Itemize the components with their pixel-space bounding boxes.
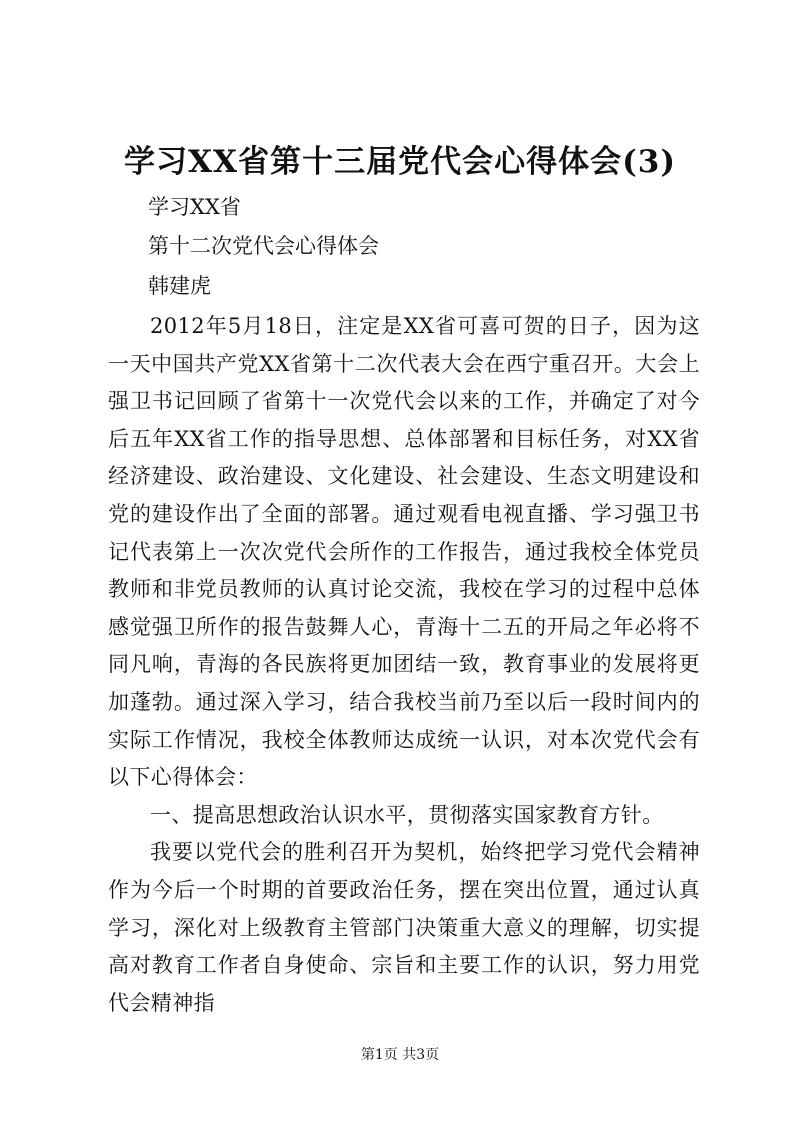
section-heading-1: 一、提高思想政治认识水平，贯彻落实国家教育方针。 — [150, 802, 664, 827]
document-title: 学习XX省第十三届党代会心得体会(3) — [123, 144, 676, 180]
heading-line-topic: 学习XX省 — [148, 195, 241, 219]
author-name: 韩建虎 — [148, 274, 211, 298]
body-paragraph-section-1: 我要以党代会的胜利召开为契机，始终把学习党代会精神作为今后一个时期的首要政治任务，摆在突出位置，通过认真学习，深化对上级教育主管部门决策重大意义的理解，切实提高对教育工作者自身使命、宗旨和主要工作的认识，努力用党代会精神指 — [108, 840, 700, 1015]
body-paragraph-intro: 2012年5月18日，注定是XX省可喜可贺的日子，因为这一天中国共产党XX省第十二次代表大会在西宁重召开。大会上强卫书记回顾了省第十一次党代会以来的工作，并确定了对今后五年XX省工作的指导思想、总体部署和目标任务，对XX省经济建设、政治建设、文化建设、社会建设、生态文明建设和党的建设作出了全面的部署。通过观看电视直播、学习强卫书记代表第上一次次党代会所作的工作报告，通过我校全体党员教师和非党员教师的认真讨论交流，我校在学习的过程中总体感觉强卫所作的报告鼓舞人心，青海十二五的开局之年必将不同凡响，青海的各民族将更加团结一致，教育事业的发展将更加蓬勃。通过深入学习，结合我校当前乃至以后一段时间内的实际工作情况，我校全体教师达成统一认识，对本次党代会有以下心得体会： — [108, 314, 700, 790]
page-footer: 第1页 共3页 — [360, 1047, 440, 1063]
document-body — [108, 308, 700, 1022]
heading-line-subtitle: 第十二次党代会心得体会 — [148, 234, 379, 258]
